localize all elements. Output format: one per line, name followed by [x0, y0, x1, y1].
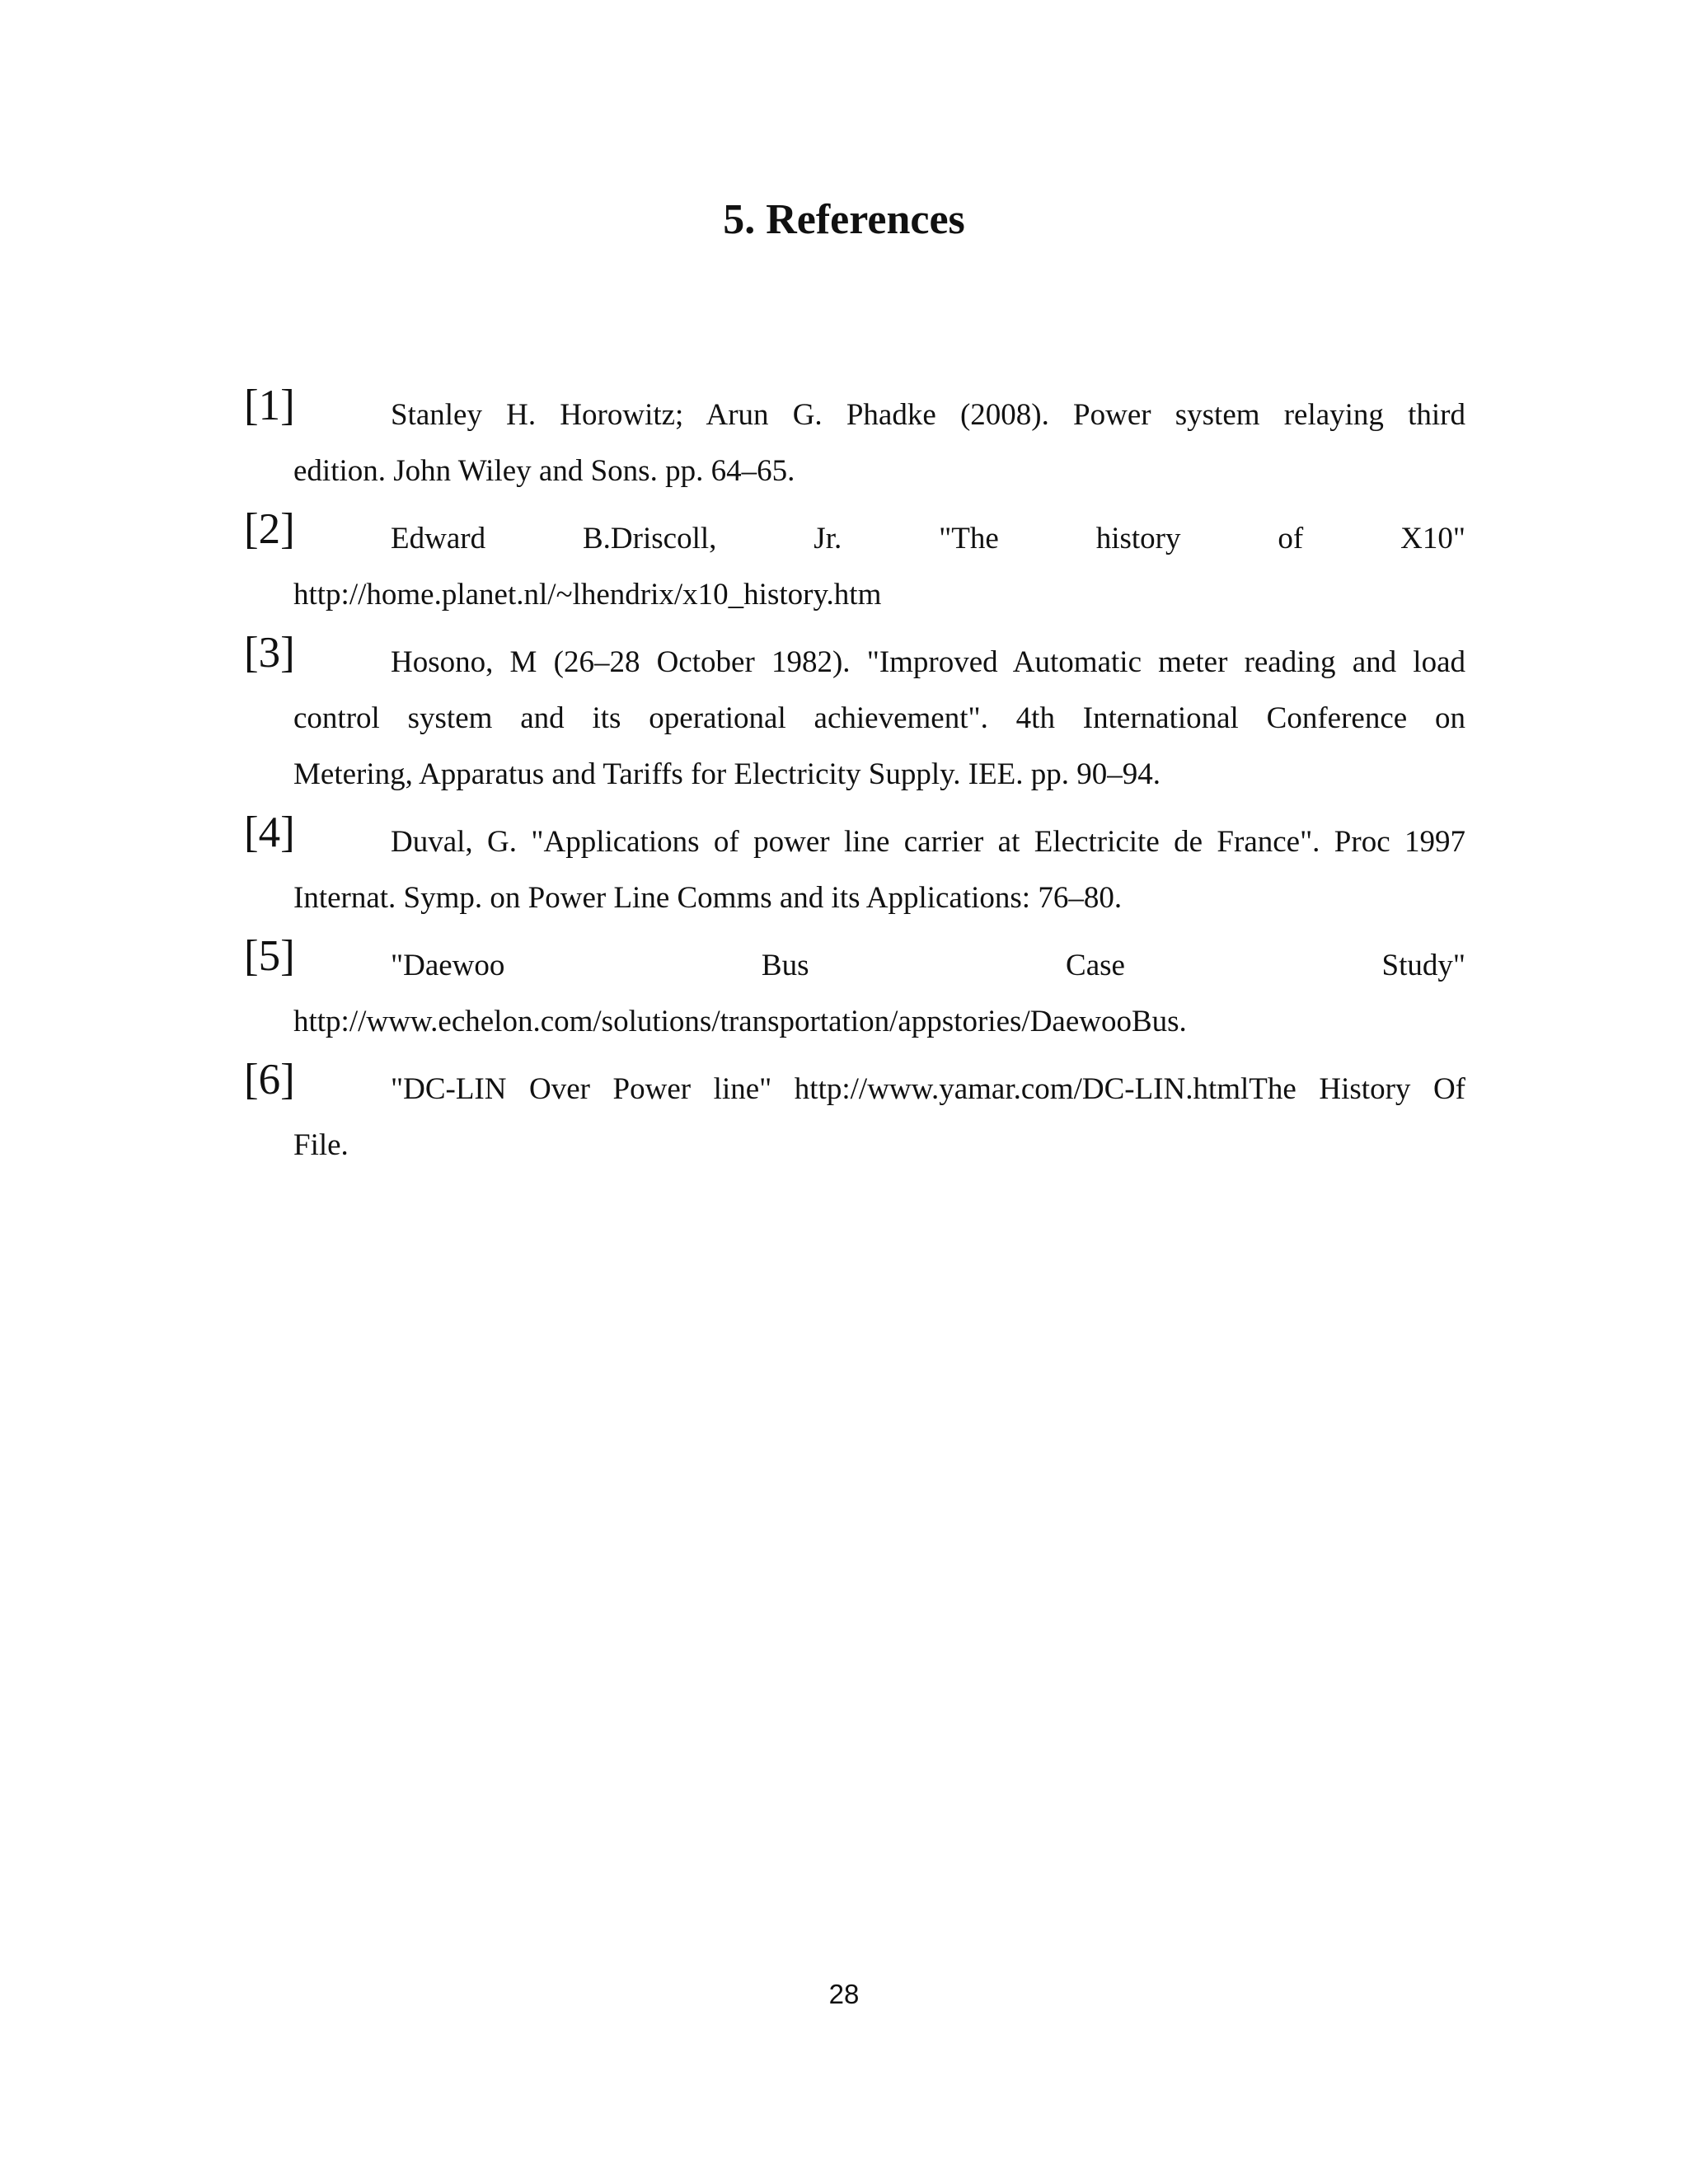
reference-text — [293, 814, 1465, 926]
reference-line: "Daewoo Bus Case Study" — [391, 949, 1465, 982]
reference-line: Duval, G. "Applications of power line carrier at Electricite de France". Proc 1997 — [391, 825, 1465, 859]
reference-number: [6] — [244, 1056, 295, 1104]
reference-line: http://home.planet.nl/~lhendrix/x10_history.htm — [293, 578, 882, 612]
reference-text — [293, 387, 1465, 499]
reference-number: [2] — [244, 505, 295, 553]
reference-line: Hosono, M (26–28 October 1982). "Improved Automatic meter reading and load — [391, 645, 1465, 679]
page-title: 5. References — [723, 196, 965, 243]
reference-line: File. — [293, 1128, 349, 1162]
reference-text — [293, 511, 1465, 623]
reference-line: edition. John Wiley and Sons. pp. 64–65. — [293, 454, 795, 488]
reference-line: "DC-LIN Over Power line" http://www.yamar.com/DC-LIN.htmlThe History Of — [391, 1072, 1465, 1106]
reference-line: http://www.echelon.com/solutions/transportation/appstories/DaewooBus. — [293, 1005, 1187, 1038]
reference-line: Edward B.Driscoll, Jr. "The history of X10" — [391, 522, 1465, 555]
page-number: 28 — [828, 1979, 860, 2009]
reference-text — [293, 635, 1465, 803]
reference-line: Metering, Apparatus and Tariffs for Electricity Supply. IEE. pp. 90–94. — [293, 757, 1161, 791]
reference-line: Stanley H. Horowitz; Arun G. Phadke (2008). Power system relaying third — [391, 398, 1465, 432]
reference-number: [5] — [244, 932, 295, 980]
reference-line: control system and its operational achievement". 4th International Conference on — [293, 701, 1465, 735]
reference-number: [4] — [244, 808, 295, 856]
reference-number: [1] — [244, 382, 295, 429]
reference-text — [293, 1062, 1465, 1174]
reference-line: Internat. Symp. on Power Line Comms and its Applications: 76–80. — [293, 881, 1123, 915]
reference-number: [3] — [244, 629, 295, 677]
reference-text — [293, 938, 1465, 1050]
